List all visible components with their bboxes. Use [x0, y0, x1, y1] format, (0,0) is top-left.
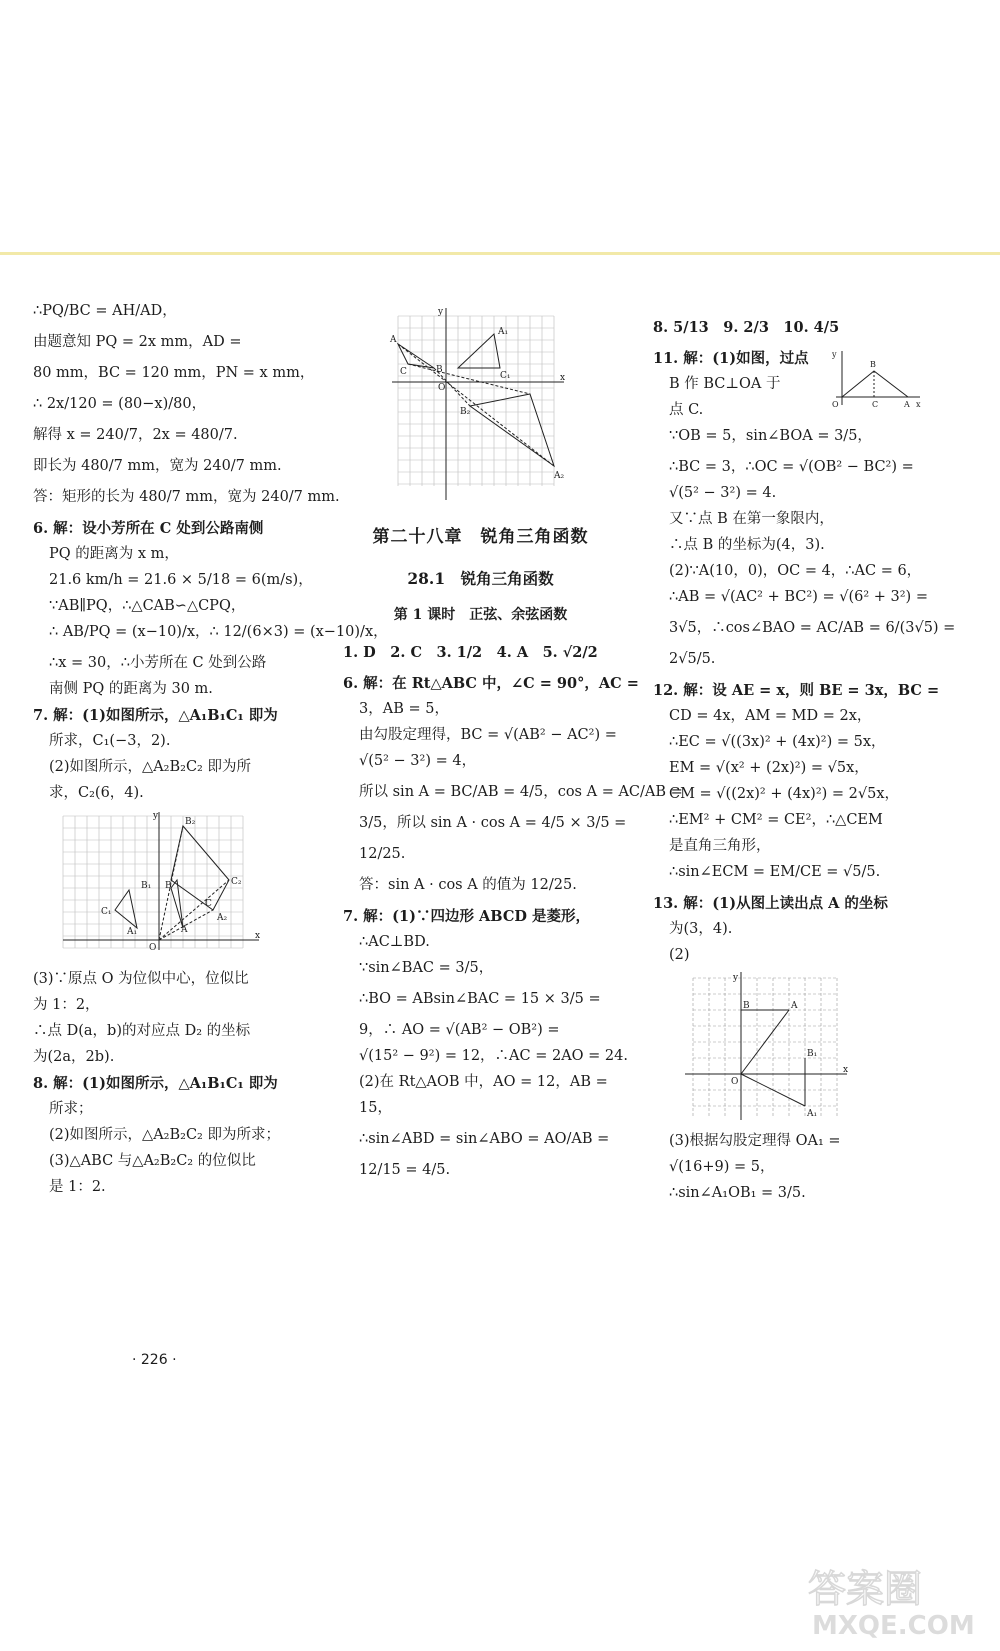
- line: √(15² − 9²) = 12，∴AC = 2AO = 24.: [359, 1048, 628, 1064]
- line: (2): [669, 947, 690, 963]
- line: 由勾股定理得，BC = √(AB² − AC²) =: [359, 727, 617, 743]
- line: 是 1：2.: [49, 1179, 106, 1195]
- line: 答：sin A · cos A 的值为 12/25.: [359, 877, 577, 893]
- line: ∵sin∠BAC = 3/5，: [359, 960, 494, 976]
- svg-text:C₁: C₁: [500, 371, 511, 381]
- line: (2)如图所示，△A₂B₂C₂ 即为所: [49, 759, 251, 775]
- line: CD = 4x，AM = MD = 2x，: [669, 708, 872, 724]
- svg-text:A₁: A₁: [498, 327, 509, 337]
- figure-q13-grid: [683, 972, 853, 1122]
- svg-text:A: A: [791, 1001, 798, 1011]
- line: √(5² − 3²) = 4，: [359, 753, 477, 769]
- header-rule: [0, 252, 1000, 255]
- line: (3)△ABC 与△A₂B₂C₂ 的位似比: [49, 1153, 256, 1169]
- line: 答：矩形的长为 480/7 mm，宽为 240/7 mm.: [33, 489, 340, 505]
- column-middle: [343, 302, 683, 1187]
- svg-text:y: y: [832, 350, 837, 359]
- line: ∵OB = 5，sin∠BOA = 3/5，: [669, 428, 872, 444]
- line: 7. 解：(1)如图所示，△A₁B₁C₁ 即为: [33, 707, 278, 724]
- svg-text:O: O: [149, 943, 157, 953]
- line: 为 1：2，: [33, 997, 100, 1013]
- page-number: · 226 ·: [132, 1352, 177, 1368]
- svg-text:x: x: [916, 400, 921, 409]
- figure-q7-grid: [33, 810, 263, 960]
- line: 13. 解：(1)从图上读出点 A 的坐标: [653, 895, 888, 912]
- line: 所求；: [49, 1101, 93, 1117]
- line: 即长为 480/7 mm，宽为 240/7 mm.: [33, 458, 282, 474]
- svg-text:B₂: B₂: [460, 407, 471, 417]
- svg-text:A: A: [390, 335, 397, 345]
- svg-text:A: A: [904, 400, 910, 409]
- line: 15，: [359, 1100, 392, 1116]
- line: ∴EC = √((3x)² + (4x)²) = 5x，: [669, 734, 886, 750]
- svg-text:B: B: [165, 881, 172, 891]
- line: ∴x = 30，∴小芳所在 C 处到公路: [49, 655, 267, 671]
- line: (2)如图所示，△A₂B₂C₂ 即为所求；: [49, 1127, 280, 1143]
- line: 9，∴ AO = √(AB² − OB²) =: [359, 1022, 560, 1038]
- svg-text:A₂: A₂: [217, 913, 228, 923]
- line: ∴点 D(a，b)的对应点 D₂ 的坐标: [33, 1023, 251, 1039]
- line: EM = √(x² + (2x)²) = √5x，: [669, 760, 869, 776]
- line: 21.6 km/h = 21.6 × 5/18 = 6(m/s)，: [49, 572, 313, 588]
- svg-text:A: A: [181, 925, 188, 935]
- line: 12. 解：设 AE = x，则 BE = 3x，BC =: [653, 682, 940, 699]
- svg-text:y: y: [153, 811, 159, 821]
- line: B 作 BC⊥OA 于: [669, 376, 781, 392]
- chapter-title: 第二十八章 锐角三角函数: [372, 527, 589, 547]
- svg-text:x: x: [255, 931, 261, 941]
- line: 求，C₂(6，4).: [49, 785, 144, 801]
- line: 12/25.: [359, 846, 406, 862]
- line: (2)在 Rt△AOB 中，AO = 12，AB =: [359, 1074, 608, 1090]
- line: 3√5，∴cos∠BAO = AC/AB = 6/(3√5) =: [669, 620, 956, 636]
- line: (2)∵A(10，0)，OC = 4，∴AC = 6，: [669, 563, 922, 579]
- column-right: [653, 318, 956, 1210]
- line: 所求，C₁(−3，2).: [49, 733, 171, 749]
- line: 为(2a，2b).: [33, 1049, 115, 1065]
- line: 2√5/5.: [669, 651, 716, 667]
- line: 11. 解：(1)如图，过点: [653, 350, 809, 367]
- svg-text:A₁: A₁: [807, 1109, 818, 1119]
- line: ∵AB∥PQ，∴△CAB∽△CPQ，: [49, 598, 246, 614]
- svg-text:O: O: [731, 1077, 739, 1087]
- line: 又∵点 B 在第一象限内，: [669, 511, 834, 527]
- line: 点 C.: [669, 402, 704, 418]
- watermark-logo: [808, 1560, 988, 1640]
- line: 80 mm，BC = 120 mm，PN = x mm，: [33, 365, 315, 381]
- svg-text:C: C: [400, 367, 407, 377]
- section-title: 28.1 锐角三角函数: [407, 569, 554, 588]
- svg-text:O: O: [832, 400, 839, 409]
- line: 7. 解：(1)∵四边形 ABCD 是菱形，: [343, 908, 590, 925]
- line: √(5² − 3²) = 4.: [669, 485, 777, 501]
- figure-q11-triangle: [828, 349, 923, 409]
- line: 为(3，4).: [669, 921, 733, 937]
- line: 是直角三角形，: [669, 838, 771, 854]
- line: ∴BC = 3，∴OC = √(OB² − BC²) =: [669, 459, 914, 475]
- line: √(16+9) = 5，: [669, 1159, 775, 1175]
- svg-text:B₁: B₁: [807, 1049, 818, 1059]
- line: ∴sin∠A₁OB₁ = 3/5.: [669, 1185, 806, 1201]
- line: ∴点 B 的坐标为(4，3).: [669, 537, 825, 553]
- svg-text:B₁: B₁: [141, 881, 152, 891]
- figure-top-grid: [388, 306, 588, 506]
- line: ∴AB = √(AC² + BC²) = √(6² + 3²) =: [669, 589, 928, 605]
- line: ∴EM² + CM² = CE²，∴△CEM: [669, 812, 883, 828]
- svg-text:C: C: [205, 899, 212, 909]
- line: 6. 解：在 Rt△ABC 中，∠C = 90°，AC =: [343, 675, 639, 692]
- line: ∴BO = ABsin∠BAC = 15 × 3/5 =: [359, 991, 601, 1007]
- q11-block: [653, 349, 923, 420]
- svg-text:B₂: B₂: [185, 817, 196, 827]
- svg-text:C: C: [872, 400, 879, 409]
- line: 3/5，所以 sin A · cos A = 4/5 × 3/5 =: [359, 815, 627, 831]
- line: ∴AC⊥BD.: [359, 934, 430, 950]
- line: 1. D 2. C 3. 1/2 4. A 5. √2/2: [343, 644, 598, 661]
- svg-text:x: x: [843, 1065, 849, 1075]
- line: 由题意知 PQ = 2x mm，AD =: [33, 334, 242, 350]
- svg-text:B: B: [436, 365, 443, 375]
- line: ∴sin∠ECM = EM/CE = √5/5.: [669, 864, 881, 880]
- lesson-title: 第 1 课时 正弦、余弦函数: [393, 607, 568, 623]
- line: 南侧 PQ 的距离为 30 m.: [49, 681, 213, 697]
- svg-text:C₁: C₁: [101, 907, 112, 917]
- line: 12/15 = 4/5.: [359, 1162, 451, 1178]
- watermark-text: 答案圈: [808, 1567, 923, 1611]
- line: 8. 5/13 9. 2/3 10. 4/5: [653, 319, 840, 336]
- line: 8. 解：(1)如图所示，△A₁B₁C₁ 即为: [33, 1075, 278, 1092]
- svg-text:C₂: C₂: [231, 877, 242, 887]
- line: (3)∵原点 O 为位似中心，位似比: [33, 971, 249, 987]
- line: ∴PQ/BC = AH/AD，: [33, 303, 177, 319]
- line: (3)根据勾股定理得 OA₁ =: [669, 1133, 841, 1149]
- line: CM = √((2x)² + (4x)²) = 2√5x，: [669, 786, 900, 802]
- line: 解得 x = 240/7，2x = 480/7.: [33, 427, 238, 443]
- svg-text:y: y: [733, 973, 739, 983]
- svg-text:B: B: [743, 1001, 750, 1011]
- line: ∴sin∠ABD = sin∠ABO = AO/AB =: [359, 1131, 610, 1147]
- line: 6. 解：设小芳所在 C 处到公路南侧: [33, 520, 264, 537]
- svg-text:y: y: [438, 307, 444, 317]
- line: 3，AB = 5，: [359, 701, 449, 717]
- watermark-url: MXQE.COM: [812, 1611, 975, 1640]
- svg-text:A₂: A₂: [554, 471, 565, 481]
- svg-text:B: B: [870, 360, 876, 369]
- svg-text:x: x: [560, 373, 566, 383]
- line: PQ 的距离为 x m，: [49, 546, 179, 562]
- line: ∴ AB/PQ = (x−10)/x，∴ 12/(6×3) = (x−10)/x，: [49, 624, 388, 640]
- line: ∴ 2x/120 = (80−x)/80，: [33, 396, 207, 412]
- line: 所以 sin A = BC/AB = 4/5，cos A = AC/AB =: [359, 784, 683, 800]
- svg-text:O: O: [438, 383, 446, 393]
- svg-text:A₁: A₁: [127, 927, 138, 937]
